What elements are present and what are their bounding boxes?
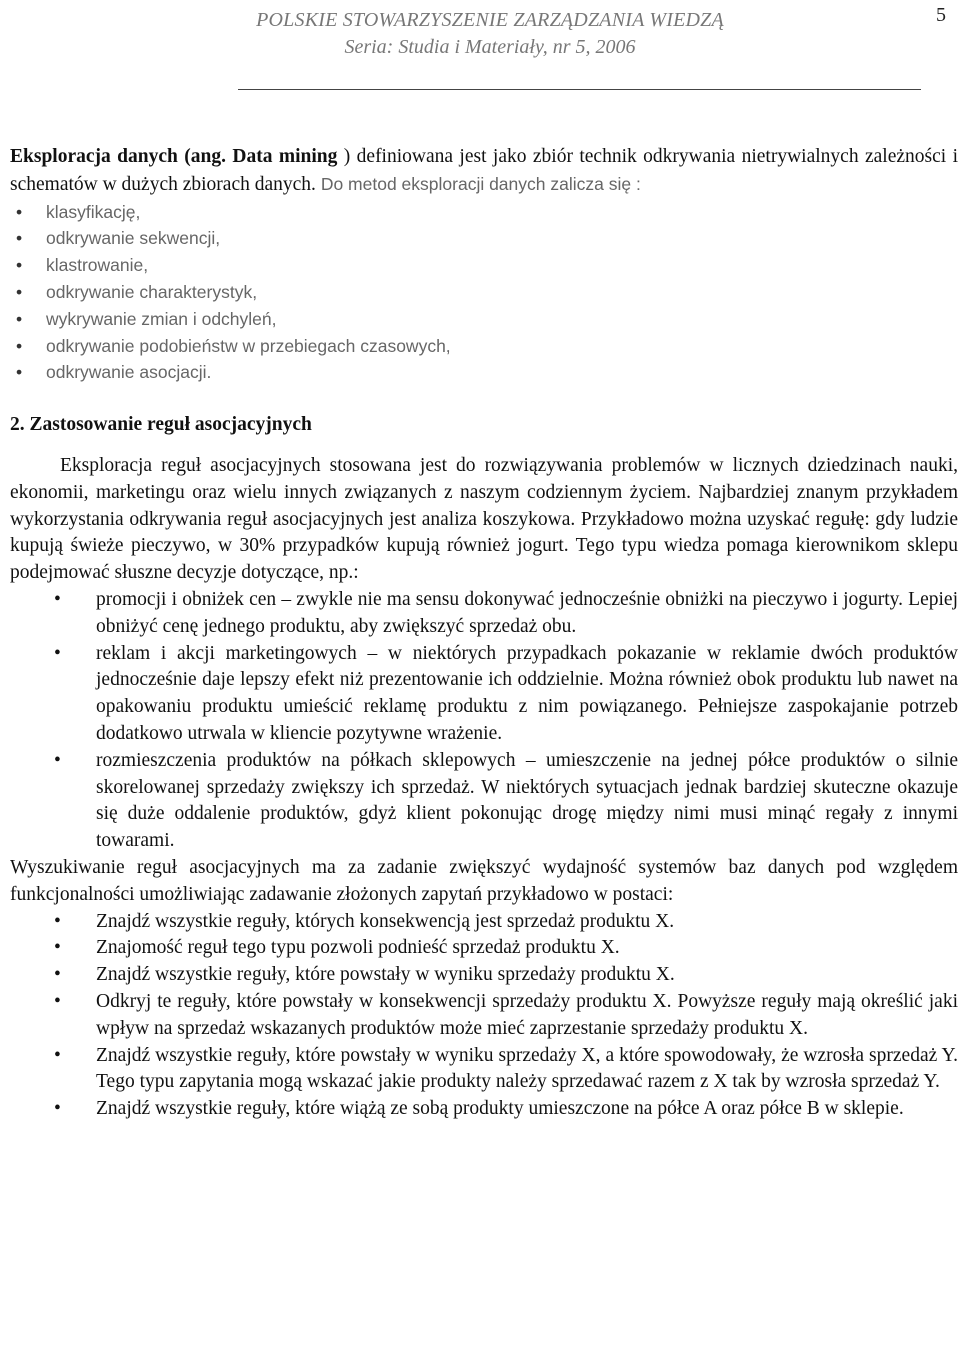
page-body — [10, 144, 958, 1123]
list-item: • odkrywanie podobieństw w przebiegach czasowych, — [10, 333, 958, 360]
list-item: • odkrywanie charakterystyk, — [10, 279, 958, 306]
list-item: • Znajdź wszystkie reguły, które wiążą ze sobą produkty umieszczone na półce A oraz półce B w sklepie. — [10, 1096, 958, 1123]
list-item: • Znajdź wszystkie reguły, które powstały w wyniku sprzedaży X, a które spowodowały, że wzrosła sprzedaż Y. Tego typu zapytania mogą wskazać jakie produkty należy sprzedawać razem z X tak by wzrosła sprzedaż Y. — [10, 1043, 958, 1097]
list-item: • wykrywanie zmian i odchyleń, — [10, 306, 958, 333]
queries-list — [10, 909, 958, 1123]
section-paragraph-1: Eksploracja reguł asocjacyjnych stosowana jest do rozwiązywania problemów w licznych dziedzinach nauki, ekonomii, marketingu oraz wielu innych związanych z naszym codziennym życiem. Najbardziej znanym przykładem wykorzystania odkrywania reguł asocjacyjnych jest analiza koszykowa. Przykładowo można uzyskać regułę: gdy ludzie kupują świeże pieczywo, w 30% przypadków kupują również jogurt. Tego typu wiedza pomaga kierownikom sklepu podejmować słuszne decyzje dotyczące, np.: — [10, 454, 958, 584]
intro-term: Eksploracja danych (ang. Data mining — [10, 146, 344, 167]
list-item: • Znajdź wszystkie reguły, których konsekwencją jest sprzedaż produktu X. — [10, 909, 958, 936]
methods-list — [10, 199, 958, 387]
decisions-list — [10, 587, 958, 855]
list-item: • rozmieszczenia produktów na półkach sklepowych – umieszczenie na jednej półce produktów o silnie skorelowanej sprzedaży zwiększy ich sprzedaż. W niektórych sytuacjach jednak bardziej skuteczne okazuje się duże oddalenie produktów, gdyż klient pokonując drogę między nimi musi minąć regały z innymi towarami. — [10, 748, 958, 855]
list-item: • Znajomość reguł tego typu pozwoli podnieść sprzedaż produktu X. — [10, 935, 958, 962]
list-item: • Znajdź wszystkie reguły, które powstały w wyniku sprzedaży produktu X. — [10, 962, 958, 989]
list-item: • reklam i akcji marketingowych – w niektórych przypadkach pokazanie w reklamie dwóch produktów jednocześnie daje lepszy efekt niż prezentowanie ich oddzielnie. Można również obok produktu lub nawet na opakowaniu produktu umieścić reklamę produktu z nim powiązanego. Pełniejsze zaspokajanie potrzeb dodatkowo utrwala w kliencie pozytywne wrażenie. — [10, 641, 958, 748]
list-item: • promocji i obniżek cen – zwykle nie ma sensu dokonywać jednocześnie obniżki na pieczywo i jogurty. Lepiej obniżyć cenę jednego produktu, aby zwiększyć sprzedaż obu. — [10, 587, 958, 641]
series-info: Seria: Studia i Materiały, nr 5, 2006 — [344, 36, 636, 58]
list-item: • Odkryj te reguły, które powstały w konsekwencji sprzedaży produktu X. Powyższe reguły mają określić jaki wpływ na sprzedaż wskazanych produktów może mieć zaprzestanie sprzedaży produktu X. — [10, 989, 958, 1043]
list-item: • odkrywanie sekwencji, — [10, 225, 958, 252]
intro-methods-lead: Do metod eksploracji danych zalicza się : — [320, 173, 641, 194]
journal-title: POLSKIE STOWARZYSZENIE ZARZĄDZANIA WIEDZĄ — [256, 9, 724, 31]
page-header — [0, 0, 960, 92]
intro-paragraph — [10, 144, 958, 199]
section-paragraph-2: Wyszukiwanie reguł asocjacyjnych ma za zadanie zwiększyć wydajność systemów baz danych pod względem funkcjonalności umożliwiając zadawanie złożonych zapytań przykładowo w postaci: — [10, 856, 958, 905]
list-item: • klasyfikację, — [10, 199, 958, 226]
header-rule — [238, 89, 921, 90]
section-heading: 2. Zastosowanie reguł asocjacyjnych — [10, 414, 312, 436]
page-number: 5 — [936, 4, 946, 26]
list-item: • odkrywanie asocjacji. — [10, 359, 958, 386]
intro-definition: ) definiowana jest jako zbiór technik odkrywania nietrywialnych zależności i schematów w dużych zbiorach danych. — [10, 146, 958, 195]
list-item: • klastrowanie, — [10, 252, 958, 279]
